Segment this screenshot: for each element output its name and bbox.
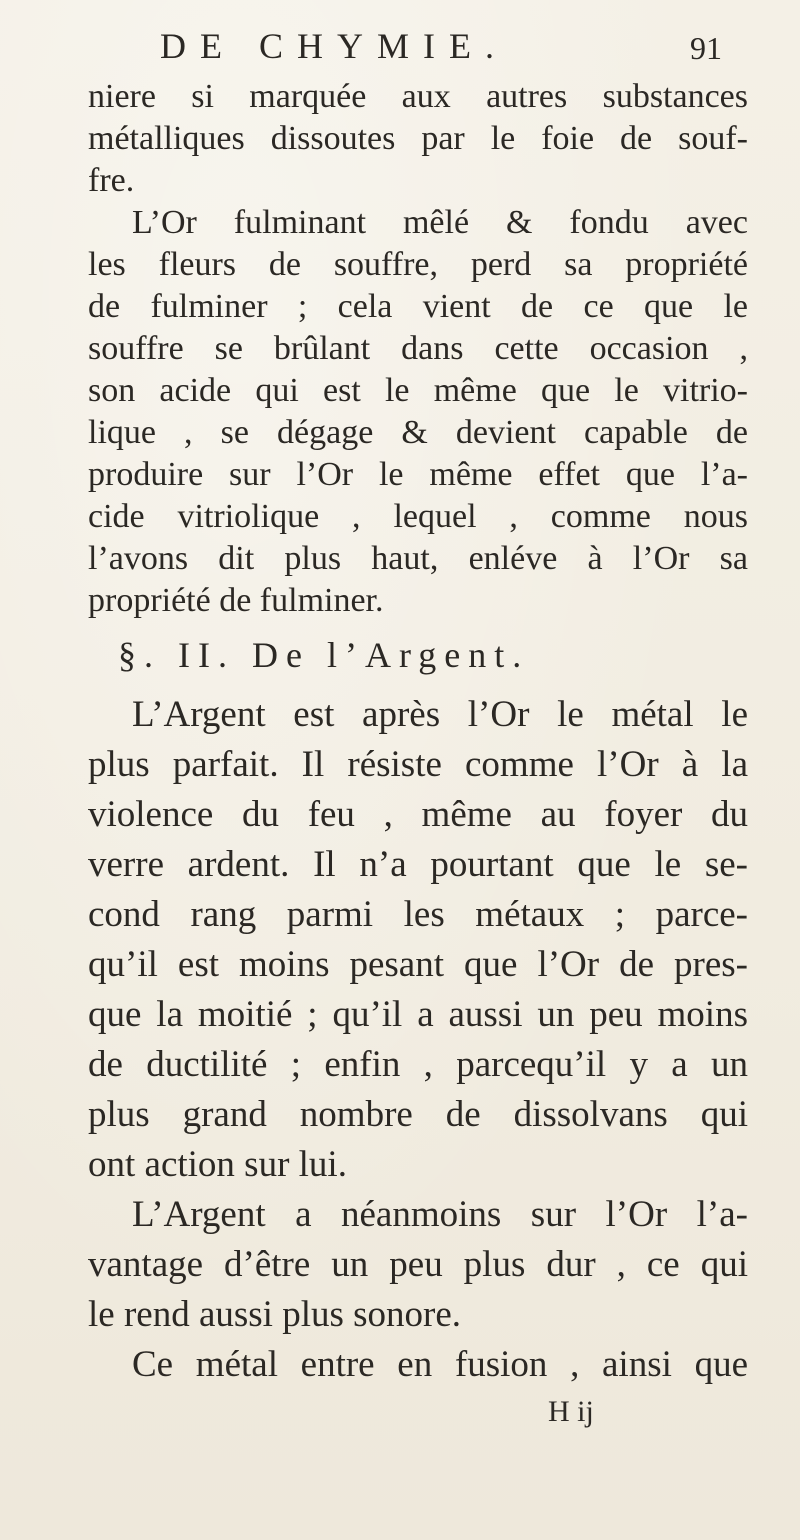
text-line: le rend aussi plus sonore.	[88, 1294, 462, 1335]
text-line: qu’il est moins pesant que l’Or de pres-	[88, 944, 748, 985]
text-line: fre.	[88, 162, 135, 199]
text-line: souffre se brûlant dans cette occasion ,	[88, 330, 748, 367]
text-line: niere si marquée aux autres substances	[88, 78, 748, 115]
text-line: plus parfait. Il résiste comme l’Or à la	[88, 744, 748, 785]
text-line: L’Argent est après l’Or le métal le	[132, 694, 748, 735]
text-line: son acide qui est le même que le vitrio-	[88, 372, 748, 409]
text-line: cide vitriolique , lequel , comme nous	[88, 498, 748, 535]
text-line: verre ardent. Il n’a pourtant que le se-	[88, 844, 748, 885]
text-line: plus grand nombre de dissolvans qui	[88, 1094, 748, 1135]
text-line: vantage d’être un peu plus dur , ce qui	[88, 1244, 748, 1285]
signature-mark: H ij	[548, 1395, 594, 1428]
text-line: produire sur l’Or le même effet que l’a-	[88, 456, 748, 493]
section-heading: §. II. De l’Argent.	[118, 635, 530, 675]
text-line: L’Or fulminant mêlé & fondu avec	[132, 204, 748, 241]
running-head	[0, 22, 800, 70]
text-line: L’Argent a néanmoins sur l’Or l’a-	[132, 1194, 748, 1235]
text-line: Ce métal entre en fusion , ainsi que	[132, 1344, 748, 1385]
text-line: de fulminer ; cela vient de ce que le	[88, 288, 748, 325]
text-line: propriété de fulminer.	[88, 582, 384, 619]
text-line: de ductilité ; enfin , parcequ’il y a un	[88, 1044, 748, 1085]
text-line: violence du feu , même au foyer du	[88, 794, 748, 835]
text-line: les fleurs de souffre, perd sa propriété	[88, 246, 748, 283]
text-line: cond rang parmi les métaux ; parce-	[88, 894, 748, 935]
running-head-title: DE CHYMIE.	[160, 26, 508, 66]
text-line: que la moitié ; qu’il a aussi un peu moins	[88, 994, 748, 1035]
text-line: l’avons dit plus haut, enléve à l’Or sa	[88, 540, 748, 577]
text-line: ont action sur lui.	[88, 1144, 347, 1185]
text-line: métalliques dissoutes par le foie de souf-	[88, 120, 748, 157]
page-number: 91	[690, 30, 722, 66]
text-line: lique , se dégage & devient capable de	[88, 414, 748, 451]
